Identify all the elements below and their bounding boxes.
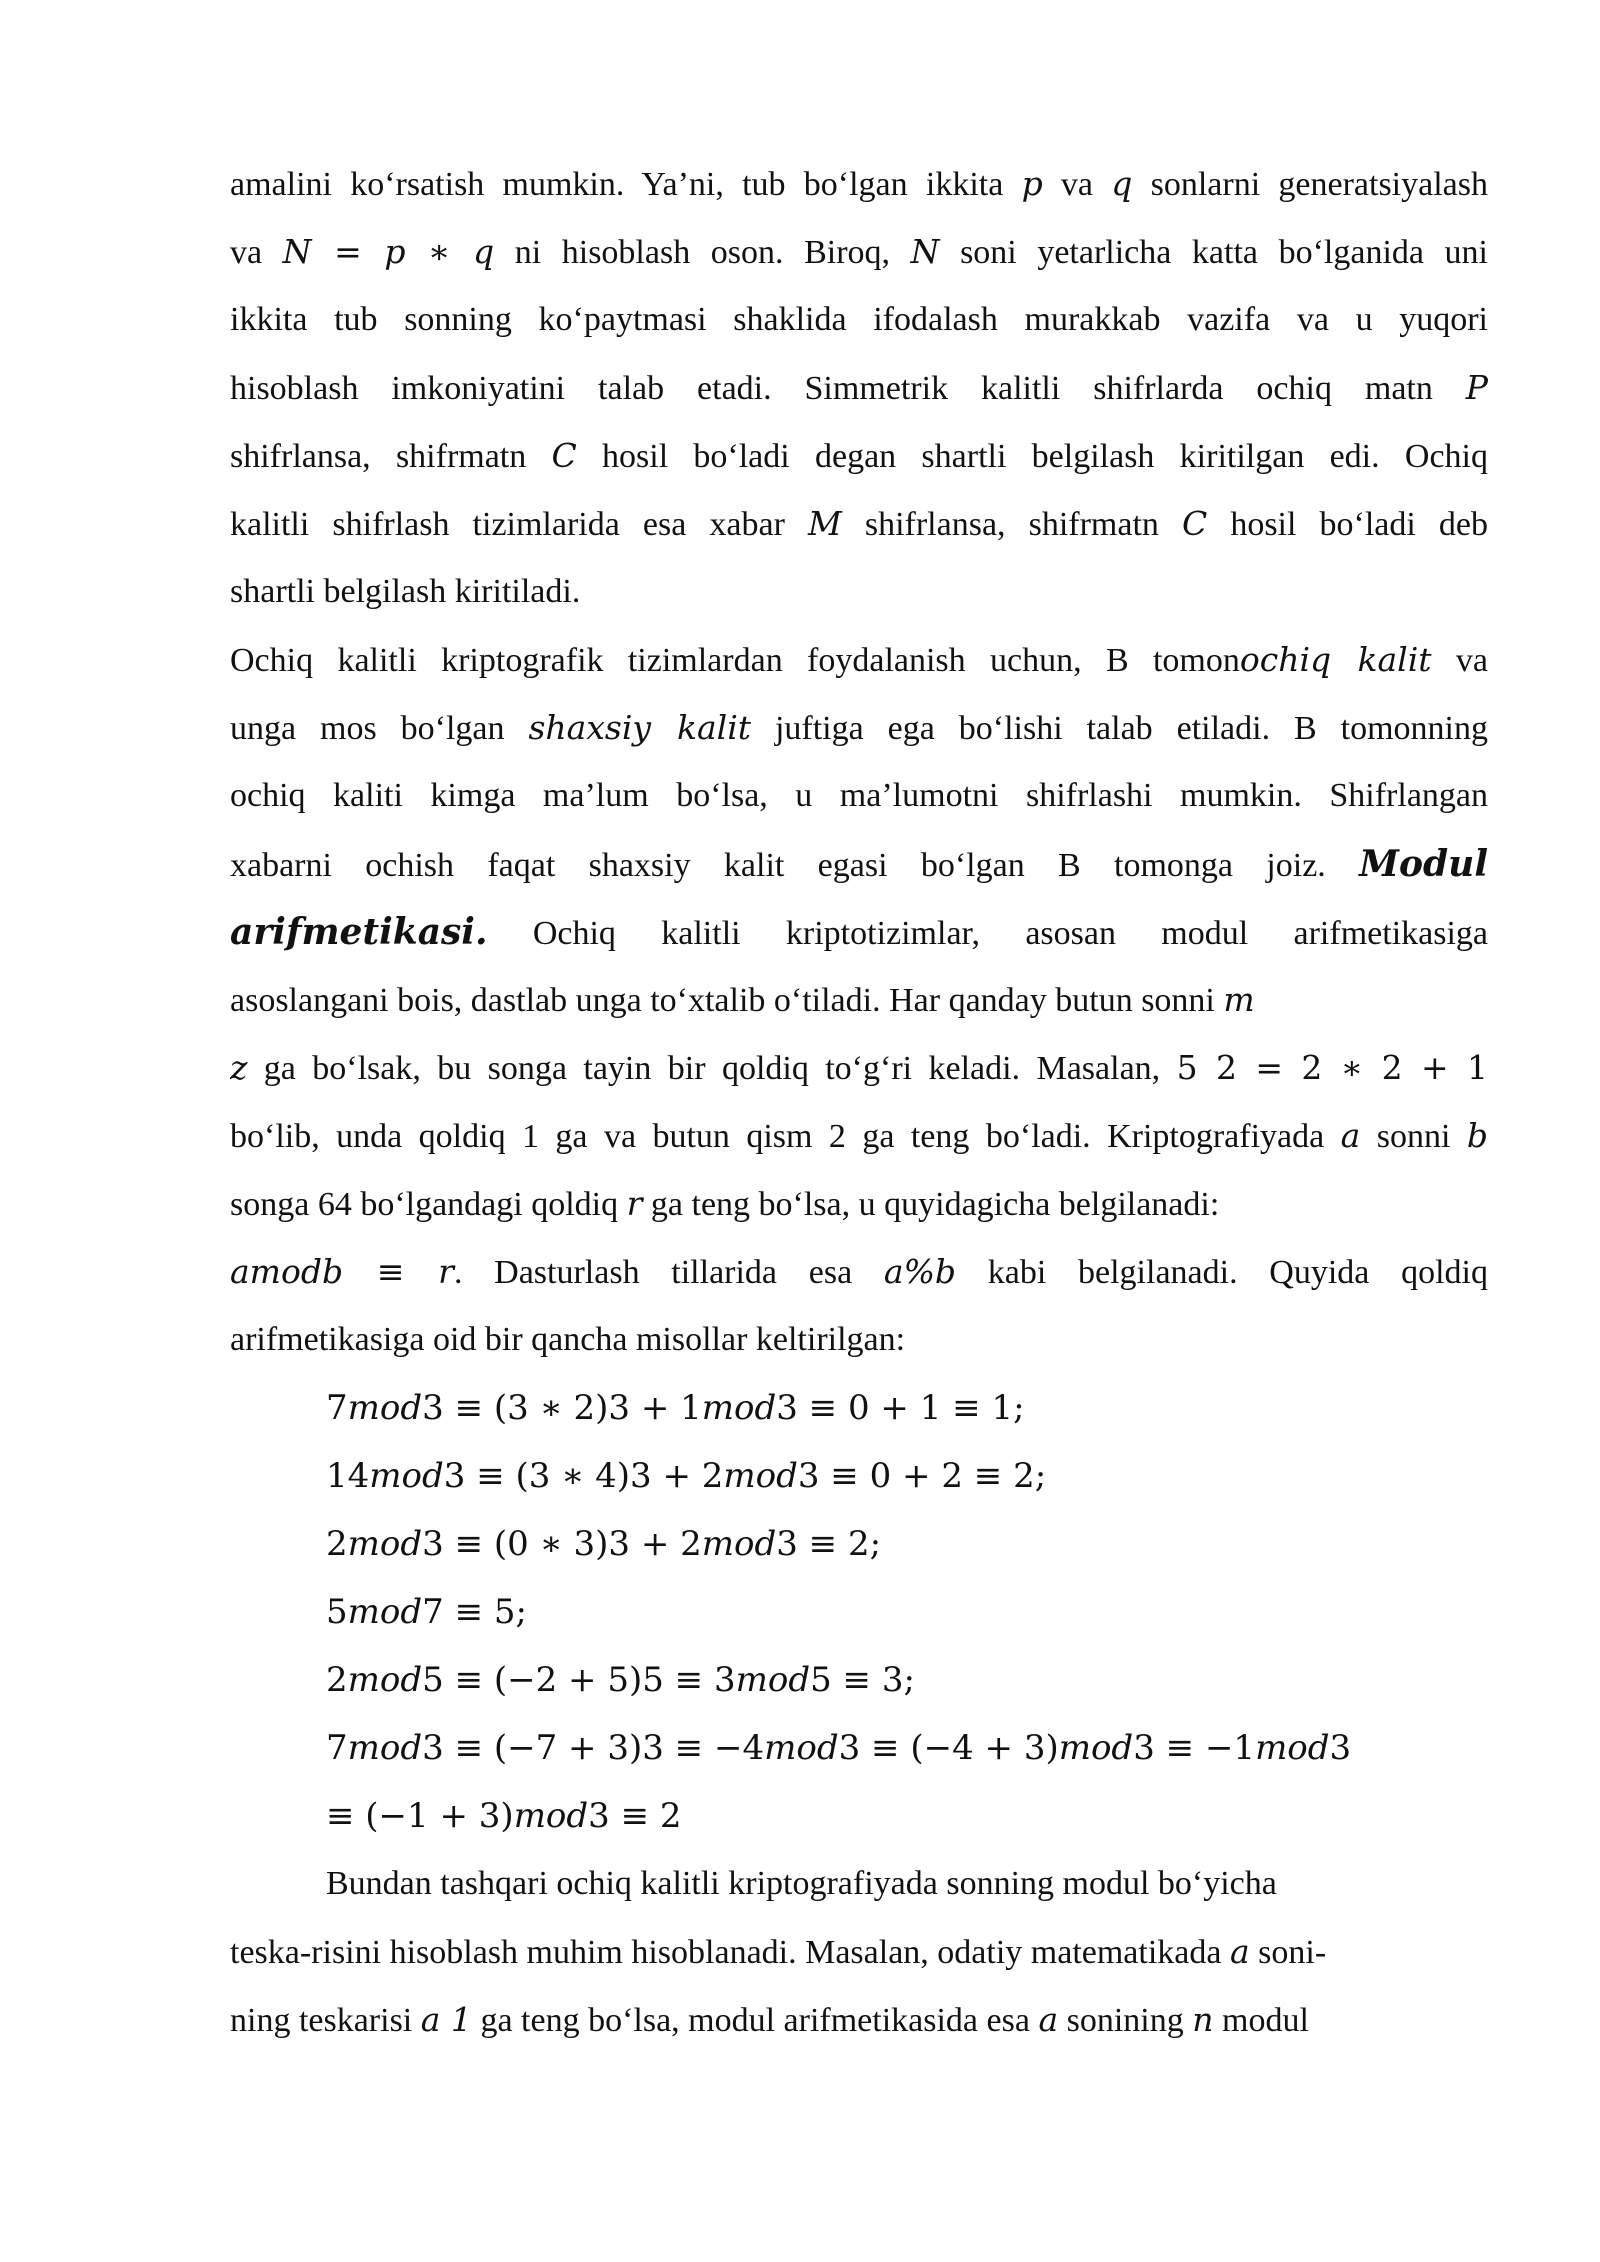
text-line: ochiq kaliti kimga ma’lum bo‘lsa, u ma’lumotni shifrlashi mumkin. Shifrlangan: [230, 777, 1488, 814]
text-line: z ga bo‘lsak, bu songa tayin bir qoldiq to‘g‘ri keladi. Masalan, 5 2 = 2 ∗ 2 + 1: [230, 1048, 1488, 1087]
section-heading: arifmetikasi.: [230, 911, 488, 953]
text-line: asoslangani bois, dastlab unga to‘xtalib o‘tiladi. Har qanday butun sonni m: [230, 980, 1255, 1019]
text-line: Bundan tashqari ochiq kalitli kriptografiyada sonning modul bo‘yicha: [326, 1865, 1277, 1902]
text-line: songa 64 bo‘lgandagi qoldiq r ga teng bo‘lsa, u quyidagicha belgilanadi:: [230, 1184, 1220, 1223]
text-line: ikkita tub sonning ko‘paytmasi shaklida ifodalash murakkab vazifa va u yuqori: [230, 301, 1488, 338]
text-line: unga mos bo‘lgan shaxsiy kalit juftiga ega bo‘lishi talab etiladi. B tomonning: [230, 708, 1488, 747]
formula-line: ≡ (−1 + 3)mod3 ≡ 2: [326, 1796, 682, 1836]
formula-line: 2mod5 ≡ (−2 + 5)5 ≡ 3mod5 ≡ 3;: [326, 1660, 915, 1700]
text-line: hisoblash imkoniyatini talab etadi. Simmetrik kalitli shifrlarda ochiq matn P: [230, 368, 1488, 407]
text-line: amodb ≡ r. Dasturlash tillarida esa a%b kabi belgilanadi. Quyida qoldiq: [230, 1252, 1488, 1291]
text-line: shifrlansa, shifrmatn C hosil bo‘ladi degan shartli belgilash kiritilgan edi. Ochiq: [230, 436, 1488, 475]
text-line: ning teskarisi a 1 ga teng bo‘lsa, modul arifmetikasida esa a sonining n modul: [230, 2000, 1309, 2039]
text-line: xabarni ochish faqat shaxsiy kalit egasi bo‘lgan B tomonga joiz. Modul: [230, 843, 1488, 885]
formula-line: 7mod3 ≡ (−7 + 3)3 ≡ −4mod3 ≡ (−4 + 3)mod3 ≡ −1mod3: [326, 1728, 1352, 1768]
formula-line: 7mod3 ≡ (3 ∗ 2)3 + 1mod3 ≡ 0 + 1 ≡ 1;: [326, 1388, 1025, 1428]
text-line: va N = p ∗ q ni hisoblash oson. Biroq, N soni yetarlicha katta bo‘lganida uni: [230, 232, 1488, 271]
text-line: teska-risini hisoblash muhim hisoblanadi. Masalan, odatiy matematikada a soni-: [230, 1932, 1327, 1971]
text-line: bo‘lib, unda qoldiq 1 ga va butun qism 2 ga teng bo‘ladi. Kriptografiyada a sonni b: [230, 1116, 1488, 1155]
document-body: [230, 150, 1488, 2054]
text-line: Ochiq kalitli kriptografik tizimlardan foydalanish uchun, B tomonochiq kalit va: [230, 640, 1488, 679]
text-line: amalini ko‘rsatish mumkin. Ya’ni, tub bo‘lgan ikkita p va q sonlarni generatsiyalash: [230, 164, 1488, 203]
section-heading: Modul: [1359, 843, 1488, 885]
text-line: arifmetikasiga oid bir qancha misollar keltirilgan:: [230, 1321, 906, 1358]
text-line: kalitli shifrlash tizimlarida esa xabar M shifrlansa, shifrmatn C hosil bo‘ladi deb: [230, 504, 1488, 543]
formula-line: 5mod7 ≡ 5;: [326, 1592, 527, 1632]
text-line: arifmetikasi. Ochiq kalitli kriptotizimlar, asosan modul arifmetikasiga: [230, 911, 1488, 953]
formula-line: 14mod3 ≡ (3 ∗ 4)3 + 2mod3 ≡ 0 + 2 ≡ 2;: [326, 1456, 1047, 1496]
formula-line: 2mod3 ≡ (0 ∗ 3)3 + 2mod3 ≡ 2;: [326, 1524, 882, 1564]
text-line: shartli belgilash kiritiladi.: [230, 573, 581, 610]
